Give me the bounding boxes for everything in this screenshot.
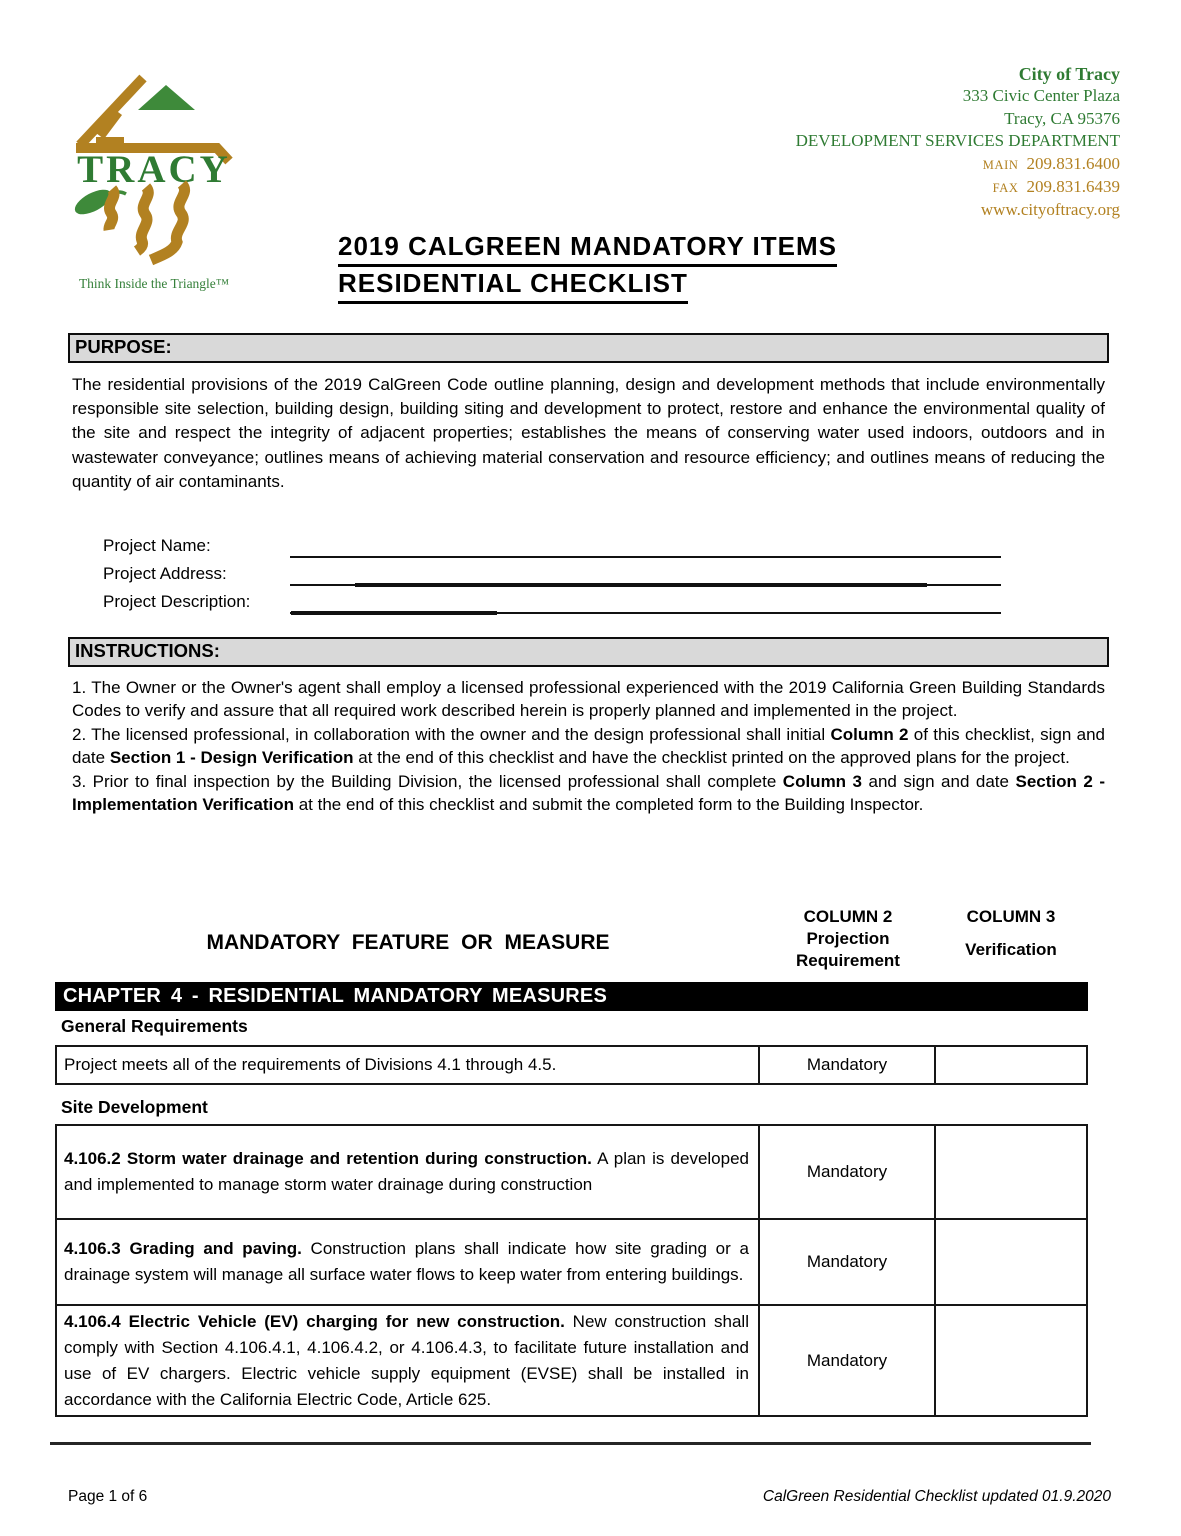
project-name-value[interactable] — [295, 538, 995, 556]
contact-fax-phone: FAX 209.831.6439 — [992, 177, 1120, 197]
column3-header: COLUMN 3 Verification — [965, 907, 1057, 959]
instructions-heading: INSTRUCTIONS: — [68, 637, 1109, 667]
measure-cell: Project meets all of the requirements of Divisions 4.1 through 4.5. — [57, 1047, 760, 1083]
project-address-value[interactable] — [295, 566, 995, 584]
verification-cell[interactable] — [936, 1220, 1086, 1304]
city-logo-art — [66, 62, 242, 268]
table-row — [57, 1126, 1086, 1218]
project-description-value[interactable] — [295, 594, 995, 612]
feature-column-header: MANDATORY FEATURE OR MEASURE — [206, 931, 610, 954]
verification-cell[interactable] — [936, 1126, 1086, 1218]
contact-department: DEVELOPMENT SERVICES DEPARTMENT — [795, 131, 1120, 151]
fax-label: FAX — [992, 181, 1019, 196]
website-link[interactable]: www.cityoftracy.org — [980, 200, 1120, 220]
purpose-text: The residential provisions of the 2019 CalGreen Code outline planning, design and development methods that include environmentally responsible site selection, building design, building siting and development to protect, restore and enhance the environmental quality of the site and respect the integrity of adjacent properties; establishes the means of conserving water used indoors, outdoors and in wastewater conveyance; outlines means of achieving material conservation and resource efficiency; and outlines means of reducing the quantity of air contaminants. — [72, 375, 1105, 491]
document-title — [338, 230, 837, 304]
table-row — [57, 1304, 1086, 1415]
instruction-3: 3. Prior to final inspection by the Building Division, the licensed professional shall complete Column 3 and sign and date Section 2 - Implementation Verification at the end of this checklist and submit the completed form to the Building Inspector. — [72, 771, 1105, 815]
requirement-cell: Mandatory — [760, 1220, 936, 1304]
verification-cell[interactable] — [936, 1047, 1086, 1083]
measure-cell: 4.106.2 Storm water drainage and retention during construction. A plan is developed and implemented to manage storm water drainage during construction — [57, 1126, 760, 1218]
main-label: MAIN — [982, 157, 1019, 172]
section-title-general-requirements: General Requirements — [61, 1016, 248, 1036]
measure-cell: 4.106.4 Electric Vehicle (EV) charging for new construction. New construction shall comply with Section 4.106.4.1, 4.106.4.2, or 4.106.4.3, to facilitate future installation and use of EV chargers. Electric vehicle supply equipment (EVSE) shall be installed in accordance with the California Electric Code, Article 625. — [57, 1306, 760, 1415]
general-requirements-table — [55, 1045, 1088, 1085]
requirement-cell: Mandatory — [760, 1126, 936, 1218]
city-logo — [66, 62, 242, 292]
contact-city: City of Tracy — [1018, 64, 1120, 84]
project-address-field-segment[interactable] — [355, 583, 927, 587]
logo-wordmark: TRACY — [77, 148, 231, 191]
project-name-field[interactable] — [290, 556, 1001, 558]
table-row — [57, 1047, 1086, 1083]
site-development-table — [55, 1124, 1088, 1417]
requirement-cell: Mandatory — [760, 1047, 936, 1083]
project-address-label: Project Address: — [103, 564, 227, 583]
section-title-site-development: Site Development — [61, 1097, 208, 1117]
title-line2: RESIDENTIAL CHECKLIST — [338, 267, 688, 304]
column2-header: COLUMN 2 Projection Requirement — [796, 907, 900, 970]
footer-updated-note: CalGreen Residential Checklist updated 01.9.2020 — [762, 1488, 1111, 1505]
instruction-1: 1. The Owner or the Owner's agent shall employ a licensed professional experienced with the 2019 California Green Building Standards Codes to verify and assure that all required work described herein is properly planned and implemented in the project. — [72, 678, 1105, 721]
project-description-field-segment[interactable] — [291, 611, 497, 615]
contact-main-phone: MAIN 209.831.6400 — [982, 153, 1120, 173]
green-triangle-icon — [138, 85, 195, 110]
instructions-text — [72, 676, 1105, 816]
instruction-2: 2. The licensed professional, in collaboration with the owner and the design professional shall initial Column 2 of this checklist, sign and date Section 1 - Design Verification at the end of this checklist and have the checklist printed on the approved plans for the project. — [72, 724, 1105, 768]
measure-cell: 4.106.3 Grading and paving. Construction plans shall indicate how site grading or a drainage system will manage all surface water flows to keep water from entering buildings. — [57, 1220, 760, 1304]
contact-block — [796, 63, 1120, 222]
chapter-heading: CHAPTER 4 - RESIDENTIAL MANDATORY MEASURES — [55, 982, 1088, 1011]
contact-address2: Tracy, CA 95376 — [1004, 108, 1120, 128]
table-row — [57, 1218, 1086, 1304]
requirement-cell: Mandatory — [760, 1306, 936, 1415]
contact-address1: 333 Civic Center Plaza — [962, 86, 1120, 106]
project-description-label: Project Description: — [103, 592, 251, 611]
page-number: Page 1 of 6 — [68, 1488, 148, 1505]
waves-icon — [109, 184, 185, 260]
project-name-label: Project Name: — [103, 536, 211, 555]
footer-divider — [50, 1442, 1091, 1445]
title-line1: 2019 CALGREEN MANDATORY ITEMS — [338, 230, 837, 267]
logo-tagline: Think Inside the Triangle™ — [78, 276, 230, 291]
purpose-heading: PURPOSE: — [68, 333, 1109, 363]
verification-cell[interactable] — [936, 1306, 1086, 1415]
